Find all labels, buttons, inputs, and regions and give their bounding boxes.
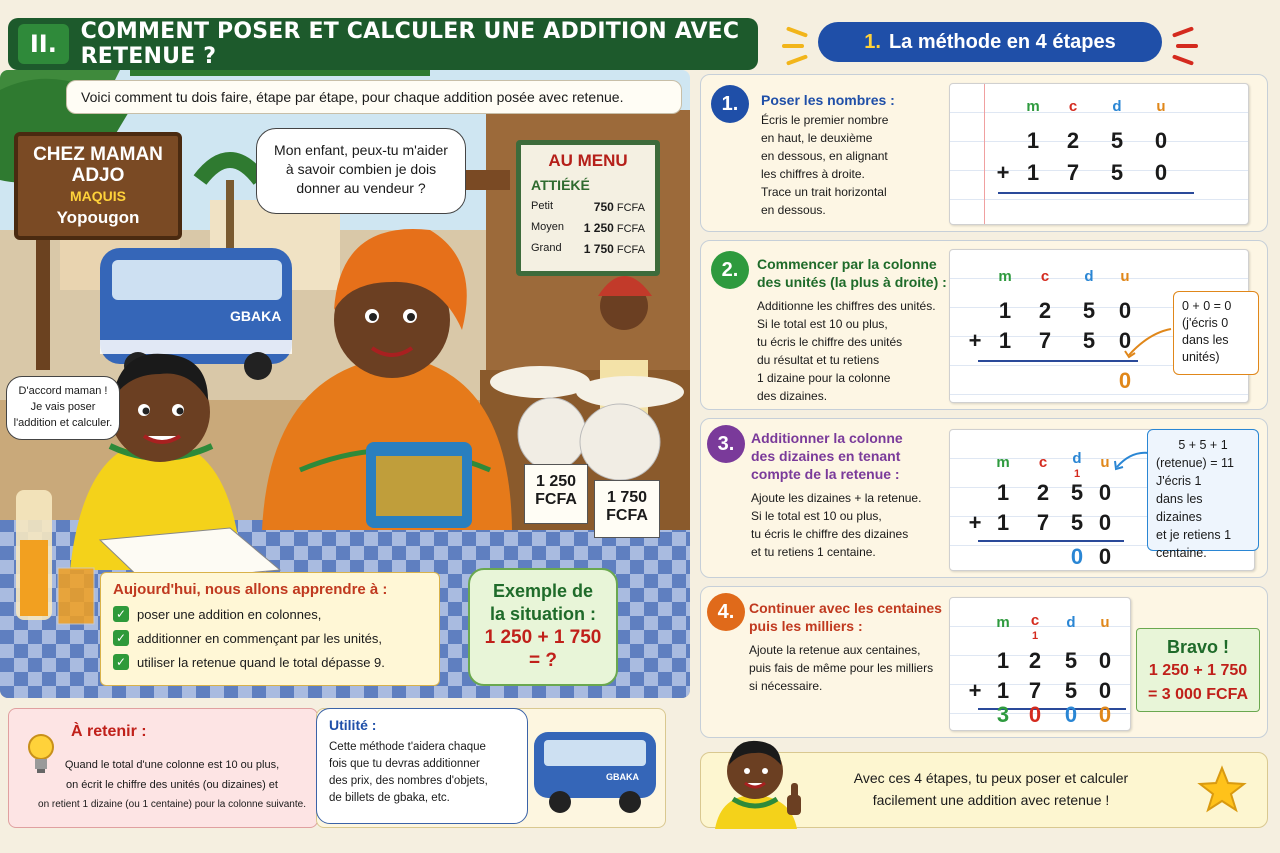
step-text-line: Si le total est 10 ou plus,: [751, 509, 882, 523]
digit: 5: [1082, 298, 1096, 323]
column-header-c: c: [1038, 454, 1048, 471]
digit: 1: [998, 298, 1012, 323]
learning-item: additionner en commençant par les unités,: [137, 630, 382, 646]
check-icon: ✓: [113, 606, 129, 622]
step-text-line: du résultat et tu retiens: [757, 353, 880, 367]
step-text-line: 1 dizaine pour la colonne: [757, 371, 891, 385]
child-thumbs-up-icon: [707, 725, 807, 829]
utility-line: de billets de gbaka, etc.: [329, 792, 450, 804]
list-item: [113, 630, 427, 646]
example-title: la situation :: [489, 604, 596, 624]
column-header-c: c: [1068, 98, 1078, 115]
step-title: Poser les nombres :: [761, 92, 895, 108]
plus-sign: +: [968, 510, 982, 535]
bravo-line: 1 250 + 1 750: [1148, 662, 1248, 679]
sign-line: CHEZ MAMAN: [33, 144, 163, 165]
digit: 5: [1082, 328, 1096, 353]
step-title: [749, 599, 942, 635]
utility-line: fois que tu devras additionner: [329, 758, 480, 770]
sign-line: Yopougon: [56, 208, 140, 227]
step-title: [751, 429, 903, 483]
column-header-u: u: [1120, 268, 1130, 285]
method-banner: [818, 22, 1162, 62]
remember-line: on retient 1 dizaine (ou 1 centaine) pour la colonne suivante.: [38, 799, 306, 810]
digit: 2: [1036, 480, 1050, 505]
note-line: unités): [1182, 350, 1220, 364]
utility-title: Utilité :: [329, 717, 377, 733]
carry-digit: 1: [1073, 468, 1081, 480]
column-header-u: u: [1156, 98, 1166, 115]
ray-decoration: [1172, 26, 1194, 37]
digit: 0: [1118, 298, 1132, 323]
list-item: [113, 606, 427, 622]
sign-line: ADJO: [71, 165, 125, 186]
notebook-sheet: [949, 597, 1131, 731]
step-text-line: Ajoute les dizaines + la retenue.: [751, 491, 922, 505]
conclusion-text: [811, 767, 1171, 811]
step-text: [749, 641, 933, 695]
menu-subtitle: ATTIÉKÉ: [531, 177, 590, 193]
remember-line: on écrit le chiffre des unités (ou dizaines) et: [66, 779, 278, 791]
step-text-line: puis fais de même pour les milliers: [749, 661, 934, 675]
step-title-line: puis les milliers :: [749, 618, 863, 634]
column-header-m: m: [996, 454, 1010, 471]
column-header-d: d: [1084, 268, 1094, 285]
step-number: 2.: [711, 251, 749, 289]
price-tag: [594, 480, 660, 538]
menu-item-unit: FCFA: [616, 202, 645, 214]
column-header-m: m: [996, 614, 1010, 631]
step-text-line: des dizaines.: [757, 389, 828, 403]
step-text-line: tu écris le chiffre des dizaines: [751, 527, 909, 541]
menu-item: [531, 221, 645, 235]
page-title: COMMENT POSER ET CALCULER UNE ADDITION AVEC RETENUE ?: [80, 19, 740, 69]
gbaka-bus-icon: [530, 722, 660, 818]
ray-decoration: [1176, 44, 1198, 48]
step-3-card: [700, 418, 1268, 578]
menu-item-name: Petit: [531, 200, 554, 212]
menu-board: [516, 140, 660, 276]
digit: 1: [1026, 160, 1040, 185]
digit: 2: [1038, 298, 1052, 323]
plus-sign: +: [968, 328, 982, 353]
menu-item-price: 750: [593, 200, 614, 214]
digit: 1: [996, 480, 1010, 505]
example-expression: = ?: [529, 650, 557, 671]
digit: 0: [1098, 480, 1112, 505]
step-text-line: Si le total est 10 ou plus,: [757, 317, 888, 331]
digit: 5: [1064, 648, 1078, 673]
digit: 7: [1028, 678, 1042, 703]
sum-line: [998, 192, 1194, 194]
result-digit: 0: [1070, 544, 1084, 569]
digit: 1: [996, 510, 1010, 535]
menu-item: [531, 242, 645, 256]
section-number: II.: [18, 24, 69, 64]
ray-decoration: [786, 26, 808, 37]
step-text-line: en haut, le deuxième: [761, 131, 873, 145]
step-text-line: les chiffres à droite.: [761, 167, 865, 181]
result-digit: 3: [996, 702, 1010, 727]
digit: 1: [996, 648, 1010, 673]
step-number: 3.: [707, 425, 745, 463]
list-item: [113, 654, 427, 670]
menu-item-name: Grand: [531, 242, 562, 254]
step-title: [757, 255, 947, 291]
step-title-line: Continuer avec les centaines: [749, 600, 942, 616]
digit: 0: [1098, 510, 1112, 535]
step-2-card: [700, 240, 1268, 410]
digit: 2: [1028, 648, 1042, 673]
utility-line: Cette méthode t'aidera chaque: [329, 741, 486, 753]
step-text-line: Trace un trait horizontal: [761, 185, 887, 199]
step-number: 4.: [707, 593, 745, 631]
note-line: 0 + 0 = 0: [1182, 299, 1232, 313]
step-text-line: en dessous.: [761, 203, 826, 217]
example-expression: 1 250 + 1 750: [484, 627, 602, 648]
column-header-c: c: [1030, 612, 1040, 629]
ray-decoration: [786, 54, 808, 65]
note-line: (j'écris 0: [1182, 316, 1229, 330]
digit: 5: [1110, 160, 1124, 185]
step-text-line: Additionne les chiffres des unités.: [757, 299, 936, 313]
result-digit: 0: [1028, 702, 1042, 727]
step-text-line: Écris le premier nombre: [761, 113, 889, 127]
digit: 1: [998, 328, 1012, 353]
column-header-m: m: [1026, 98, 1040, 115]
price-tag-value: 1 750: [606, 489, 648, 506]
step-title-line: des dizaines en tenant: [751, 448, 901, 464]
step-title-line: des unités (la plus à droite) :: [757, 274, 947, 290]
bravo-line: = 3 000 FCFA: [1147, 686, 1249, 703]
child-speech-bubble: D'accord maman ! Je vais poser l'addition et calculer.: [6, 376, 120, 440]
digit: 0: [1098, 648, 1112, 673]
ray-decoration: [782, 44, 804, 48]
note-line: (retenue) = 11: [1156, 456, 1234, 470]
column-header-c: c: [1040, 268, 1050, 285]
plus-sign: +: [968, 678, 982, 703]
step-text-line: tu écris le chiffre des unités: [757, 335, 903, 349]
result-digit: 0: [1098, 702, 1112, 727]
price-tag-unit: FCFA: [535, 491, 577, 508]
digit: 5: [1070, 510, 1084, 535]
mother-speech-bubble: Mon enfant, peux-tu m'aider à savoir combien je dois donner au vendeur ?: [256, 128, 466, 214]
step-title-line: Additionner la colonne: [751, 430, 903, 446]
step-text: [751, 489, 921, 561]
digit: 1: [996, 678, 1010, 703]
digit: 0: [1098, 678, 1112, 703]
step-1-card: [700, 74, 1268, 232]
conclusion-line: facilement une addition avec retenue !: [872, 792, 1110, 808]
sum-line: [978, 360, 1138, 362]
intro-banner: Voici comment tu dois faire, étape par étape, pour chaque addition posée avec retenue.: [66, 80, 682, 114]
check-icon: ✓: [113, 654, 129, 670]
remember-text: [27, 755, 317, 815]
digit: 5: [1064, 678, 1078, 703]
utility-box: [316, 708, 528, 824]
menu-item-price: 1 250: [583, 221, 614, 235]
remember-title: À retenir :: [71, 723, 147, 740]
sum-line: [978, 540, 1124, 542]
utility-line: des prix, des nombres d'objets,: [329, 775, 488, 787]
step-text: [761, 111, 888, 219]
digit: 7: [1066, 160, 1080, 185]
note-line: et je retiens 1: [1156, 528, 1232, 542]
ray-decoration: [1172, 54, 1194, 65]
arrow-icon: [1119, 325, 1175, 361]
result-digit: 0: [1098, 544, 1112, 569]
note-line: dans les dizaines: [1156, 492, 1203, 524]
digit: 5: [1070, 480, 1084, 505]
sign-line: MAQUIS: [70, 188, 126, 204]
result-digit: 0: [1118, 368, 1132, 393]
learning-item: utiliser la retenue quand le total dépasse 9.: [137, 654, 385, 670]
explanation-note: [1147, 429, 1259, 560]
digit: 5: [1110, 128, 1124, 153]
remember-box: [8, 708, 318, 828]
digit: 0: [1154, 160, 1168, 185]
step-text-line: Ajoute la retenue aux centaines,: [749, 643, 921, 657]
example-title: Exemple de: [492, 581, 594, 601]
utility-text: [329, 739, 515, 807]
price-tag: [524, 464, 588, 524]
digit: 2: [1066, 128, 1080, 153]
step-text: [757, 297, 936, 405]
menu-item-name: Moyen: [531, 221, 565, 233]
arrow-icon: [1111, 447, 1151, 473]
step-title-line: compte de la retenue :: [751, 466, 900, 482]
method-number: 1.: [864, 30, 881, 53]
conclusion-box: [700, 752, 1268, 828]
note-line: 5 + 5 + 1: [1178, 438, 1228, 452]
explanation-note: [1173, 291, 1259, 375]
utility-bus-label: GBAKA: [606, 772, 639, 782]
price-tag-value: 1 250: [535, 473, 577, 490]
conclusion-line: Avec ces 4 étapes, tu peux poser et calculer: [853, 770, 1129, 786]
notebook-sheet: [949, 83, 1249, 225]
digit: 7: [1036, 510, 1050, 535]
learning-item: poser une addition en colonnes,: [137, 606, 322, 622]
note-line: centaine.: [1156, 546, 1207, 560]
note-line: dans les: [1182, 333, 1229, 347]
digit: 1: [1026, 128, 1040, 153]
column-header-d: d: [1112, 98, 1122, 115]
price-tag-unit: FCFA: [606, 507, 648, 524]
step-text-line: et tu retiens 1 centaine.: [751, 545, 876, 559]
column-header-d: d: [1072, 450, 1082, 467]
maquis-sign: [14, 132, 182, 240]
margin-line: [984, 84, 985, 224]
column-header-d: d: [1066, 614, 1076, 631]
step-title-line: Commencer par la colonne: [757, 256, 937, 272]
bus-label: GBAKA: [230, 308, 282, 324]
column-header-m: m: [998, 268, 1012, 285]
result-digit: 0: [1064, 702, 1078, 727]
example-bubble: [468, 568, 618, 686]
check-icon: ✓: [113, 630, 129, 646]
carry-digit: 1: [1031, 630, 1039, 642]
digit: 0: [1118, 328, 1132, 353]
menu-item-price: 1 750: [583, 242, 614, 256]
step-number: 1.: [711, 85, 749, 123]
remember-line: Quand le total d'une colonne est 10 ou plus,: [64, 759, 280, 771]
digit: 7: [1038, 328, 1052, 353]
column-header-u: u: [1100, 614, 1110, 631]
step-text-line: en dessous, en alignant: [761, 149, 888, 163]
learning-objectives-box: [100, 572, 440, 686]
learning-title: Aujourd'hui, nous allons apprendre à :: [113, 581, 388, 598]
method-title: La méthode en 4 étapes: [888, 30, 1116, 53]
digit: 0: [1154, 128, 1168, 153]
plus-sign: +: [996, 160, 1010, 185]
bravo-title: Bravo !: [1166, 637, 1229, 657]
section-title-banner: [8, 18, 758, 70]
menu-item: [531, 200, 645, 214]
menu-item-unit: FCFA: [616, 244, 645, 256]
star-icon: [1197, 765, 1247, 815]
column-header-u: u: [1100, 454, 1110, 471]
menu-title: AU MENU: [548, 151, 628, 170]
note-line: J'écris 1: [1156, 474, 1202, 488]
bravo-box: [1136, 628, 1260, 712]
step-text-line: si nécessaire.: [749, 679, 823, 693]
menu-item-unit: FCFA: [616, 223, 645, 235]
